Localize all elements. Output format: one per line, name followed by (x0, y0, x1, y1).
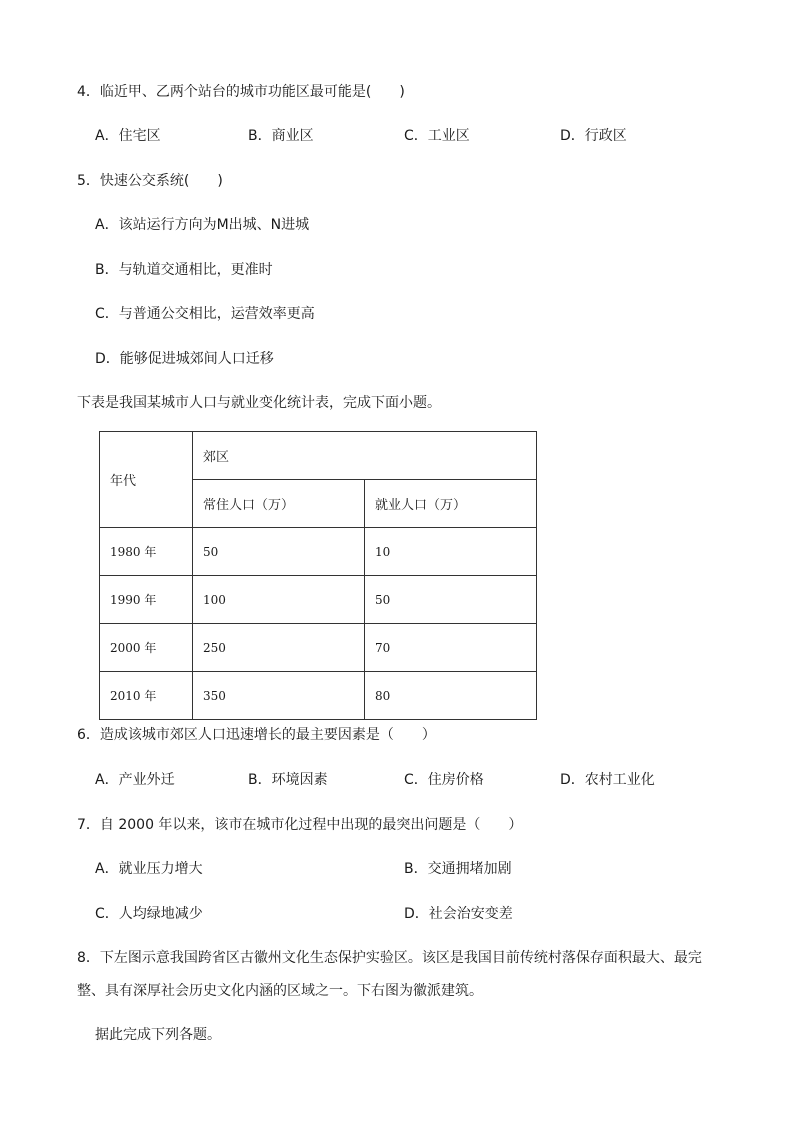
cell-employed: 70 (365, 624, 537, 672)
header-employed: 就业人口（万） (365, 480, 537, 528)
question-7-stem: 7．自 2000 年以来，该市在城市化过程中出现的最突出问题是（ ） (77, 817, 523, 833)
q5-option-c[interactable]: C．与普通公交相比，运营效率更高 (95, 306, 315, 322)
q5-option-a[interactable]: A．该站运行方向为M出城、N进城 (95, 217, 310, 233)
population-employment-table (99, 431, 537, 720)
cell-year: 2010 年 (100, 672, 193, 720)
q4-option-d[interactable]: D．行政区 (560, 128, 627, 144)
cell-employed: 10 (365, 528, 537, 576)
question-8-instruction: 据此完成下列各题。 (95, 1027, 221, 1043)
q5-option-d[interactable]: D．能够促进城郊间人口迁移 (95, 351, 274, 367)
cell-year: 2000 年 (100, 624, 193, 672)
q4-option-c[interactable]: C．工业区 (404, 128, 470, 144)
question-6-stem: 6．造成该城市郊区人口迅速增长的最主要因素是（ ） (77, 727, 436, 743)
header-year: 年代 (100, 432, 193, 528)
cell-resident: 100 (193, 576, 365, 624)
q6-option-c[interactable]: C．住房价格 (404, 772, 484, 788)
cell-employed: 80 (365, 672, 537, 720)
cell-resident: 350 (193, 672, 365, 720)
question-4-stem: 4．临近甲、乙两个站台的城市功能区最可能是( ) (77, 84, 405, 100)
q6-option-a[interactable]: A．产业外迁 (95, 772, 175, 788)
table-intro: 下表是我国某城市人口与就业变化统计表，完成下面小题。 (77, 395, 441, 411)
table-row (100, 624, 537, 672)
header-suburb: 郊区 (193, 432, 537, 480)
cell-year: 1990 年 (100, 576, 193, 624)
q4-option-a[interactable]: A．住宅区 (95, 128, 161, 144)
q4-option-b[interactable]: B．商业区 (248, 128, 314, 144)
q6-option-b[interactable]: B．环境因素 (248, 772, 328, 788)
q5-option-b[interactable]: B．与轨道交通相比，更准时 (95, 262, 273, 278)
question-8-stem-line1: 8．下左图示意我国跨省区古徽州文化生态保护实验区。该区是我国目前传统村落保存面积最大、最完 (77, 950, 702, 966)
table-row (100, 576, 537, 624)
q7-option-c[interactable]: C．人均绿地减少 (95, 906, 203, 922)
cell-employed: 50 (365, 576, 537, 624)
cell-year: 1980 年 (100, 528, 193, 576)
table-row (100, 528, 537, 576)
cell-resident: 50 (193, 528, 365, 576)
q6-option-d[interactable]: D．农村工业化 (560, 772, 655, 788)
q7-option-a[interactable]: A．就业压力增大 (95, 861, 203, 877)
cell-resident: 250 (193, 624, 365, 672)
header-resident: 常住人口（万） (193, 480, 365, 528)
q7-option-b[interactable]: B．交通拥堵加剧 (404, 861, 512, 877)
question-8-stem-line2: 整、具有深厚社会历史文化内涵的区域之一。下右图为徽派建筑。 (77, 983, 483, 999)
q7-option-d[interactable]: D．社会治安变差 (404, 906, 513, 922)
table-row (100, 672, 537, 720)
question-5-stem: 5．快速公交系统( ) (77, 173, 223, 189)
